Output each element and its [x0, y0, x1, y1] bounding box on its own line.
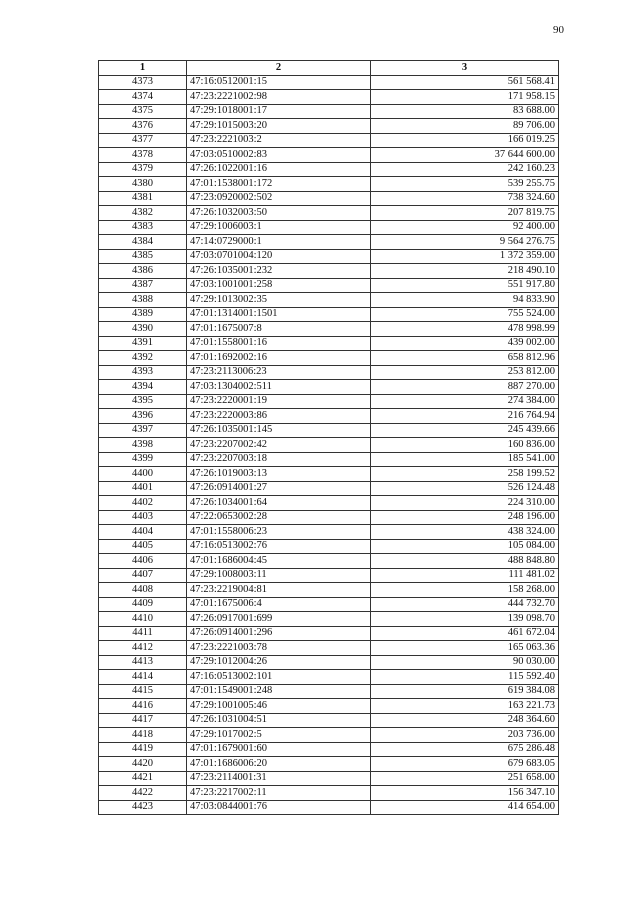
cadastral-number: 47:23:2220001:19 — [187, 394, 371, 409]
table-row — [99, 554, 559, 569]
table-row — [99, 148, 559, 163]
row-number: 4396 — [99, 409, 187, 424]
cost-value: 551 917.80 — [371, 278, 559, 293]
data-table — [98, 60, 559, 815]
row-number: 4377 — [99, 133, 187, 148]
table-row — [99, 539, 559, 554]
table-row — [99, 612, 559, 627]
cadastral-number: 47:03:0701004:120 — [187, 249, 371, 264]
table-row — [99, 786, 559, 801]
row-number: 4392 — [99, 351, 187, 366]
cost-value: 1 372 359.00 — [371, 249, 559, 264]
table-row — [99, 119, 559, 134]
row-number: 4399 — [99, 452, 187, 467]
row-number: 4401 — [99, 481, 187, 496]
row-number: 4417 — [99, 713, 187, 728]
cost-value: 160 836.00 — [371, 438, 559, 453]
cadastral-number: 47:22:0653002:28 — [187, 510, 371, 525]
row-number: 4403 — [99, 510, 187, 525]
table-row — [99, 597, 559, 612]
table-row — [99, 757, 559, 772]
cost-value: 83 688.00 — [371, 104, 559, 119]
cost-value: 139 098.70 — [371, 612, 559, 627]
cadastral-number: 47:23:2217002:11 — [187, 786, 371, 801]
cadastral-number: 47:01:1538001:172 — [187, 177, 371, 192]
row-number: 4415 — [99, 684, 187, 699]
cost-value: 461 672.04 — [371, 626, 559, 641]
table-row — [99, 380, 559, 395]
row-number: 4418 — [99, 728, 187, 743]
cadastral-number: 47:26:1035001:232 — [187, 264, 371, 279]
cost-value: 439 002.00 — [371, 336, 559, 351]
row-number: 4386 — [99, 264, 187, 279]
cost-value: 675 286.48 — [371, 742, 559, 757]
cost-value: 658 812.96 — [371, 351, 559, 366]
cost-value: 207 819.75 — [371, 206, 559, 221]
table-row — [99, 104, 559, 119]
cadastral-number: 47:01:1675006:4 — [187, 597, 371, 612]
row-number: 4416 — [99, 699, 187, 714]
table-header-row — [99, 61, 559, 76]
row-number: 4420 — [99, 757, 187, 772]
table-row — [99, 409, 559, 424]
cost-value: 414 654.00 — [371, 800, 559, 815]
table-row — [99, 133, 559, 148]
table-row — [99, 365, 559, 380]
table-row — [99, 641, 559, 656]
cadastral-number: 47:26:0914001:27 — [187, 481, 371, 496]
cadastral-number: 47:23:2207002:42 — [187, 438, 371, 453]
row-number: 4381 — [99, 191, 187, 206]
table-row — [99, 655, 559, 670]
table-row — [99, 742, 559, 757]
row-number: 4378 — [99, 148, 187, 163]
row-number: 4404 — [99, 525, 187, 540]
cadastral-number: 47:26:0914001:296 — [187, 626, 371, 641]
cost-value: 90 030.00 — [371, 655, 559, 670]
cadastral-number: 47:29:1001005:46 — [187, 699, 371, 714]
cadastral-number: 47:23:2221003:2 — [187, 133, 371, 148]
table-row — [99, 322, 559, 337]
cadastral-number: 47:03:1001001:258 — [187, 278, 371, 293]
table-row — [99, 510, 559, 525]
cadastral-number: 47:03:1304002:511 — [187, 380, 371, 395]
cadastral-number: 47:01:1549001:248 — [187, 684, 371, 699]
cadastral-number: 47:26:1034001:64 — [187, 496, 371, 511]
row-number: 4406 — [99, 554, 187, 569]
table-row — [99, 728, 559, 743]
cost-value: 619 384.08 — [371, 684, 559, 699]
cost-value: 94 833.90 — [371, 293, 559, 308]
row-number: 4374 — [99, 90, 187, 105]
row-number: 4409 — [99, 597, 187, 612]
cost-value: 105 084.00 — [371, 539, 559, 554]
cadastral-number: 47:14:0729000:1 — [187, 235, 371, 250]
row-number: 4390 — [99, 322, 187, 337]
cost-value: 224 310.00 — [371, 496, 559, 511]
row-number: 4402 — [99, 496, 187, 511]
cost-value: 92 400.00 — [371, 220, 559, 235]
cadastral-number: 47:26:1035001:145 — [187, 423, 371, 438]
cost-value: 185 541.00 — [371, 452, 559, 467]
table-row — [99, 800, 559, 815]
cadastral-number: 47:01:1686004:45 — [187, 554, 371, 569]
table-row — [99, 670, 559, 685]
column-header-1: 1 — [99, 61, 187, 76]
cadastral-number: 47:26:1019003:13 — [187, 467, 371, 482]
row-number: 4423 — [99, 800, 187, 815]
table-row — [99, 307, 559, 322]
cost-value: 248 364.60 — [371, 713, 559, 728]
cost-value: 438 324.00 — [371, 525, 559, 540]
table-row — [99, 583, 559, 598]
cost-value: 89 706.00 — [371, 119, 559, 134]
row-number: 4376 — [99, 119, 187, 134]
cadastral-number: 47:23:0920002:502 — [187, 191, 371, 206]
row-number: 4391 — [99, 336, 187, 351]
row-number: 4405 — [99, 539, 187, 554]
cadastral-number: 47:29:1006003:1 — [187, 220, 371, 235]
row-number: 4382 — [99, 206, 187, 221]
table-row — [99, 264, 559, 279]
cadastral-number: 47:26:1031004:51 — [187, 713, 371, 728]
cost-value: 218 490.10 — [371, 264, 559, 279]
cadastral-number: 47:03:0510002:83 — [187, 148, 371, 163]
row-number: 4413 — [99, 655, 187, 670]
cadastral-number: 47:01:1558006:23 — [187, 525, 371, 540]
cadastral-number: 47:26:0917001:699 — [187, 612, 371, 627]
table-row — [99, 75, 559, 90]
cost-value: 248 196.00 — [371, 510, 559, 525]
row-number: 4393 — [99, 365, 187, 380]
row-number: 4375 — [99, 104, 187, 119]
column-header-2: 2 — [187, 61, 371, 76]
table-row — [99, 235, 559, 250]
row-number: 4411 — [99, 626, 187, 641]
cost-value: 216 764.94 — [371, 409, 559, 424]
table-row — [99, 684, 559, 699]
cadastral-number: 47:26:1032003:50 — [187, 206, 371, 221]
table-row — [99, 278, 559, 293]
cost-value: 156 347.10 — [371, 786, 559, 801]
cost-value: 887 270.00 — [371, 380, 559, 395]
row-number: 4385 — [99, 249, 187, 264]
cost-value: 478 998.99 — [371, 322, 559, 337]
table-row — [99, 191, 559, 206]
cadastral-number: 47:29:1017002:5 — [187, 728, 371, 743]
row-number: 4388 — [99, 293, 187, 308]
table-row — [99, 206, 559, 221]
cadastral-number: 47:29:1015003:20 — [187, 119, 371, 134]
cadastral-number: 47:03:0844001:76 — [187, 800, 371, 815]
cadastral-number: 47:29:1008003:11 — [187, 568, 371, 583]
row-number: 4397 — [99, 423, 187, 438]
cadastral-number: 47:29:1012004:26 — [187, 655, 371, 670]
cost-value: 561 568.41 — [371, 75, 559, 90]
table-row — [99, 771, 559, 786]
table-row — [99, 496, 559, 511]
row-number: 4395 — [99, 394, 187, 409]
row-number: 4421 — [99, 771, 187, 786]
table-row — [99, 177, 559, 192]
row-number: 4383 — [99, 220, 187, 235]
cadastral-number: 47:01:1692002:16 — [187, 351, 371, 366]
cost-value: 258 199.52 — [371, 467, 559, 482]
cost-value: 253 812.00 — [371, 365, 559, 380]
row-number: 4398 — [99, 438, 187, 453]
table-row — [99, 713, 559, 728]
table-row — [99, 394, 559, 409]
table-body — [99, 75, 559, 815]
cadastral-number: 47:23:2113006:23 — [187, 365, 371, 380]
cost-value: 9 564 276.75 — [371, 235, 559, 250]
row-number: 4414 — [99, 670, 187, 685]
cost-value: 444 732.70 — [371, 597, 559, 612]
table-row — [99, 525, 559, 540]
cost-value: 738 324.60 — [371, 191, 559, 206]
cost-value: 526 124.48 — [371, 481, 559, 496]
page-number: 90 — [553, 24, 564, 36]
cost-value: 115 592.40 — [371, 670, 559, 685]
table-row — [99, 568, 559, 583]
cost-value: 165 063.36 — [371, 641, 559, 656]
cadastral-number: 47:23:2114001:31 — [187, 771, 371, 786]
cadastral-number: 47:01:1686006:20 — [187, 757, 371, 772]
cost-value: 203 736.00 — [371, 728, 559, 743]
table-row — [99, 452, 559, 467]
row-number: 4400 — [99, 467, 187, 482]
row-number: 4373 — [99, 75, 187, 90]
row-number: 4422 — [99, 786, 187, 801]
cost-value: 539 255.75 — [371, 177, 559, 192]
table-row — [99, 220, 559, 235]
cadastral-number: 47:16:0513002:76 — [187, 539, 371, 554]
cost-value: 37 644 600.00 — [371, 148, 559, 163]
cost-value: 163 221.73 — [371, 699, 559, 714]
column-header-3: 3 — [371, 61, 559, 76]
cadastral-number: 47:23:2221002:98 — [187, 90, 371, 105]
cost-value: 166 019.25 — [371, 133, 559, 148]
table-row — [99, 249, 559, 264]
row-number: 4380 — [99, 177, 187, 192]
cadastral-number: 47:26:1022001:16 — [187, 162, 371, 177]
table-row — [99, 293, 559, 308]
row-number: 4384 — [99, 235, 187, 250]
cost-value: 251 658.00 — [371, 771, 559, 786]
cadastral-number: 47:01:1558001:16 — [187, 336, 371, 351]
table-row — [99, 336, 559, 351]
cost-value: 755 524.00 — [371, 307, 559, 322]
table-row — [99, 90, 559, 105]
cadastral-number: 47:01:1314001:1501 — [187, 307, 371, 322]
cost-value: 158 268.00 — [371, 583, 559, 598]
cost-value: 245 439.66 — [371, 423, 559, 438]
row-number: 4387 — [99, 278, 187, 293]
table-row — [99, 162, 559, 177]
cadastral-number: 47:23:2221003:78 — [187, 641, 371, 656]
table-row — [99, 467, 559, 482]
cost-value: 274 384.00 — [371, 394, 559, 409]
cost-value: 242 160.23 — [371, 162, 559, 177]
row-number: 4412 — [99, 641, 187, 656]
cadastral-number: 47:01:1679001:60 — [187, 742, 371, 757]
table-row — [99, 423, 559, 438]
table-row — [99, 699, 559, 714]
cost-value: 111 481.02 — [371, 568, 559, 583]
cadastral-number: 47:01:1675007:8 — [187, 322, 371, 337]
row-number: 4410 — [99, 612, 187, 627]
row-number: 4419 — [99, 742, 187, 757]
table-row — [99, 351, 559, 366]
row-number: 4407 — [99, 568, 187, 583]
cadastral-number: 47:29:1018001:17 — [187, 104, 371, 119]
cadastral-number: 47:16:0513002:101 — [187, 670, 371, 685]
table-row — [99, 626, 559, 641]
cadastral-number: 47:23:2207003:18 — [187, 452, 371, 467]
row-number: 4389 — [99, 307, 187, 322]
table-row — [99, 438, 559, 453]
cadastral-number: 47:29:1013002:35 — [187, 293, 371, 308]
row-number: 4408 — [99, 583, 187, 598]
row-number: 4379 — [99, 162, 187, 177]
cadastral-number: 47:23:2219004:81 — [187, 583, 371, 598]
cadastral-number: 47:23:2220003:86 — [187, 409, 371, 424]
cost-value: 171 958.15 — [371, 90, 559, 105]
cost-value: 488 848.80 — [371, 554, 559, 569]
table-row — [99, 481, 559, 496]
cost-value: 679 683.05 — [371, 757, 559, 772]
row-number: 4394 — [99, 380, 187, 395]
cadastral-number: 47:16:0512001:15 — [187, 75, 371, 90]
